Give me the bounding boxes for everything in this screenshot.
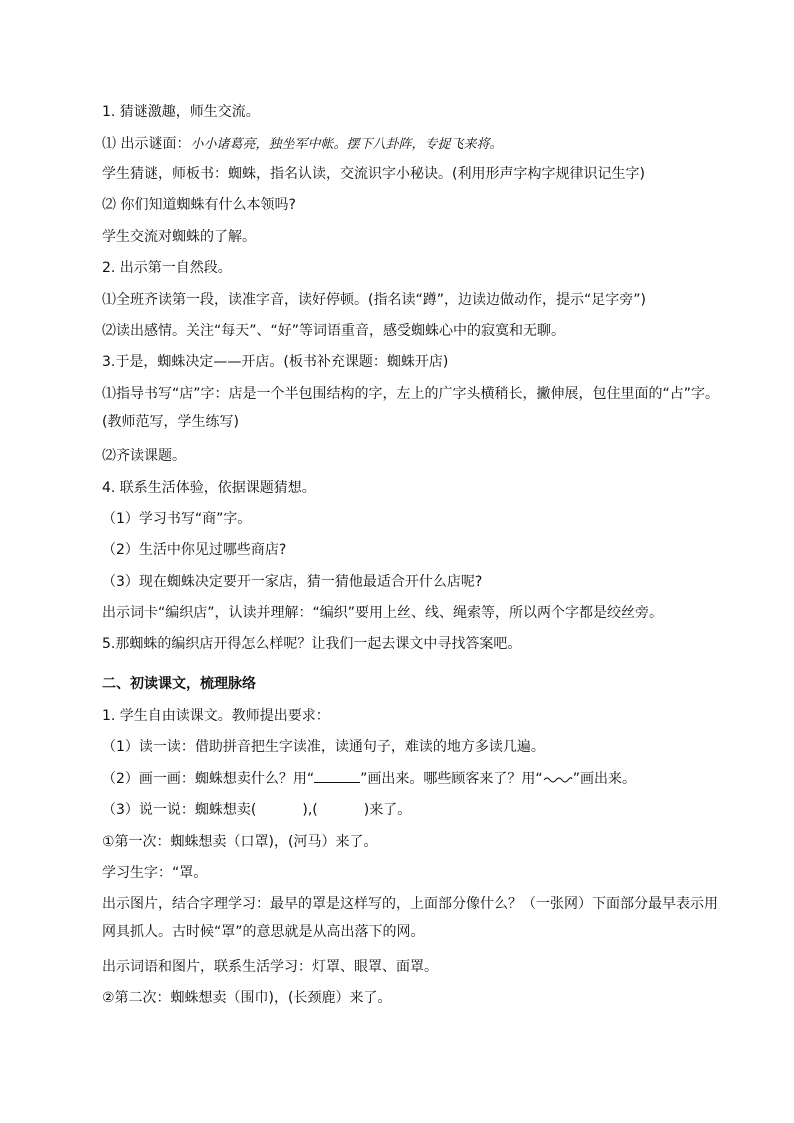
step-3-heading: 3.于是，蜘蛛决定——开店。(板书补充课题：蜘蛛开店): [102, 354, 449, 370]
section-heading: 二、初读课文，梳理脉络: [102, 676, 256, 692]
say-text-a: （3）说一说：蜘蛛想卖(: [102, 802, 257, 818]
paragraph-line: 出示词语和图片，联系生活学习：灯罩、眼罩、面罩。: [102, 959, 438, 975]
riddle-text: 小小诸葛亮，独坐军中帐。摆下八卦阵，专捉飞来将。: [190, 137, 503, 152]
paragraph-line: （2）生活中你见过哪些商店?: [102, 542, 287, 558]
paragraph-line: ②第二次：蜘蛛想卖（围巾)，(长颈鹿）来了。: [102, 990, 392, 1006]
paragraph-line: ⑵读出感情。关注“每天”、“好”等词语重音，感受蜘蛛心中的寂寞和无聊。: [102, 323, 566, 339]
paragraph-line: （3）现在蜘蛛决定要开一家店，猜一猜他最适合开什么店呢?: [102, 574, 483, 590]
paragraph-line: 学生猜谜，师板书：蜘蛛，指名认读，交流识字小秘诀。(利用形声字构字规律识记生字): [102, 166, 645, 182]
step-4-heading: 4. 联系生活体验，依据课题猜想。: [102, 480, 316, 496]
step-2-heading: 2. 出示第一自然段。: [102, 260, 232, 276]
step-5-heading: 5.那蜘蛛的编织店开得怎么样呢？让我们一起去课文中寻找答案吧。: [102, 636, 522, 652]
paragraph-line: ⑴全班齐读第一段，读准字音，读好停顿。(指名读“蹲”，边读边做动作，提示“足字旁”): [102, 292, 646, 308]
paragraph-line: ①第一次：蜘蛛想卖（口罩)，(河马）来了。: [102, 834, 378, 850]
say-instruction-line: [102, 800, 742, 820]
paragraph-line-wrapped: 出示图片，结合字理学习：最早的罩是这样写的，上面部分像什么？（一张网）下面部分最早表示用网具抓人。古时候“罩”的意思就是从高出落下的网。: [102, 896, 718, 940]
paragraph-line: 1. 学生自由读课文。教师提出要求：: [102, 708, 330, 724]
riddle-prefix: ⑴ 出示谜面：: [102, 136, 191, 152]
riddle-line: [102, 134, 742, 155]
paragraph-line: 学生交流对蜘蛛的了解。: [102, 229, 256, 245]
paragraph-line: ⑵齐读课题。: [102, 448, 186, 464]
draw-text-b: ”画出来。哪些顾客来了？用“: [360, 771, 543, 787]
paragraph-line: （1）读一读：借助拼音把生字读准，读通句子，难读的地方多读几遍。: [102, 739, 545, 755]
draw-text-a: （2）画一画：蜘蛛想卖什么？用“: [102, 771, 315, 787]
say-text-b: ),(: [302, 802, 318, 818]
paragraph-line: ⑵ 你们知道蜘蛛有什么本领吗?: [102, 197, 296, 213]
wavy-line-mark: [543, 774, 573, 784]
say-text-c: )来了。: [363, 802, 412, 818]
paragraph-line: 学习生字：“罩。: [102, 865, 208, 881]
step-1-heading: 1. 猜谜激趣，师生交流。: [102, 104, 260, 120]
paragraph-line: （1）学习书写“商”字。: [102, 511, 252, 527]
paragraph-line-wrapped: ⑴指导书写“店”字：店是一个半包围结构的字，左上的广字头横稍长，撇伸展，包住里面的“占”字。(教师范写，学生练写): [102, 386, 720, 430]
paragraph-line: 出示词卡“编织店”，认读并理解：“编织”要用上丝、线、绳索等，所以两个字都是绞丝旁。: [102, 605, 664, 621]
draw-instruction-line: [102, 769, 742, 789]
draw-text-c: ”画出来。: [572, 771, 636, 787]
straight-underline-mark: [314, 770, 360, 783]
